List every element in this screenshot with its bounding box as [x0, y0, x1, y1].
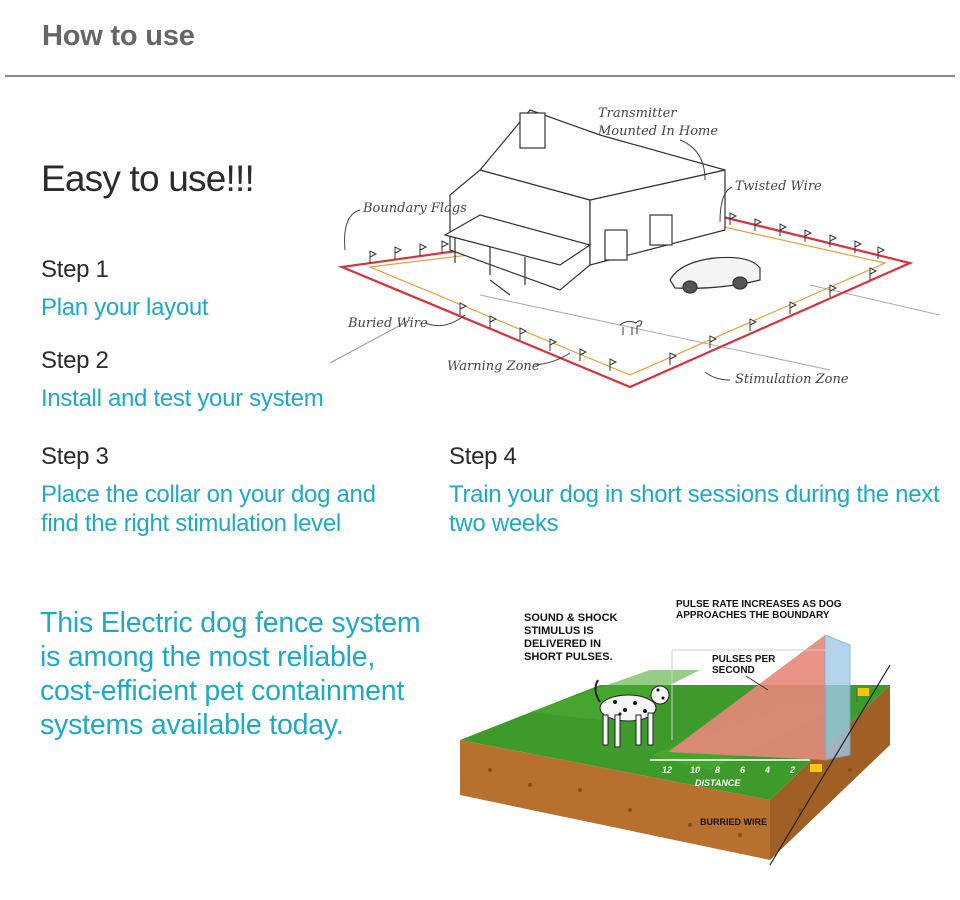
promo-text: This Electric dog fence system is among the most reliable, cost-efficient pet containment systems available today. — [40, 607, 421, 741]
yellow-flag-2 — [857, 688, 869, 696]
label-pulse-rate-1: PULSE RATE INCREASES AS DOG — [676, 599, 842, 610]
boundary-flags-arrow — [345, 210, 360, 250]
intro-title: Easy to use!!! — [41, 158, 254, 199]
label-stimulus-is: STIMULUS IS — [524, 625, 594, 637]
step-3-label: Step 3 — [41, 443, 109, 470]
tick-12: 12 — [662, 765, 673, 775]
label-stimulation-zone: Stimulation Zone — [735, 372, 849, 387]
stimulation-zone-arrow — [705, 372, 730, 380]
label-pulses-per: PULSES PER — [712, 654, 776, 665]
page-title: How to use — [42, 20, 195, 52]
tick-2: 2 — [790, 765, 796, 775]
label-boundary-flags: Boundary Flags — [363, 201, 467, 216]
label-buried-wire: Buried Wire — [348, 316, 428, 331]
label-warning-zone: Warning Zone — [447, 359, 540, 374]
header-divider — [5, 75, 955, 77]
step-4-text: Train your dog in short sessions during the next two weeks — [449, 481, 940, 537]
label-distance: DISTANCE — [695, 778, 741, 788]
label-second: SECOND — [712, 665, 755, 676]
label-twisted-wire: Twisted Wire — [735, 179, 822, 194]
tick-8: 8 — [715, 765, 721, 775]
tick-6: 6 — [740, 765, 746, 775]
boundary-panel — [825, 635, 850, 760]
label-transmitter: Transmitter — [598, 106, 677, 121]
label-mounted-in-home: Mounted In Home — [598, 124, 719, 139]
step-3-text: Place the collar on your dog and find the right stimulation level — [41, 481, 376, 537]
tick-10: 10 — [690, 765, 701, 775]
step-2-label: Step 2 — [41, 347, 109, 374]
label-burried-wire: BURRIED WIRE — [700, 817, 767, 827]
label-delivered-in: DELIVERED IN — [524, 638, 602, 650]
tick-4: 4 — [765, 765, 771, 775]
car — [670, 257, 760, 293]
pulse-zone-diagram — [450, 590, 950, 870]
label-short-pulses: SHORT PULSES. — [524, 651, 613, 663]
label-sound-shock: SOUND & SHOCK — [524, 612, 618, 624]
step-1-text: Plan your layout — [41, 294, 209, 321]
step-1-label: Step 1 — [41, 256, 109, 283]
fence-layout-illustration — [330, 95, 950, 400]
step-2-text: Install and test your system — [41, 385, 324, 412]
step-4-label: Step 4 — [449, 443, 517, 470]
yellow-flag-1 — [810, 764, 822, 772]
label-pulse-rate-2: APPROACHES THE BOUNDARY — [676, 610, 830, 621]
